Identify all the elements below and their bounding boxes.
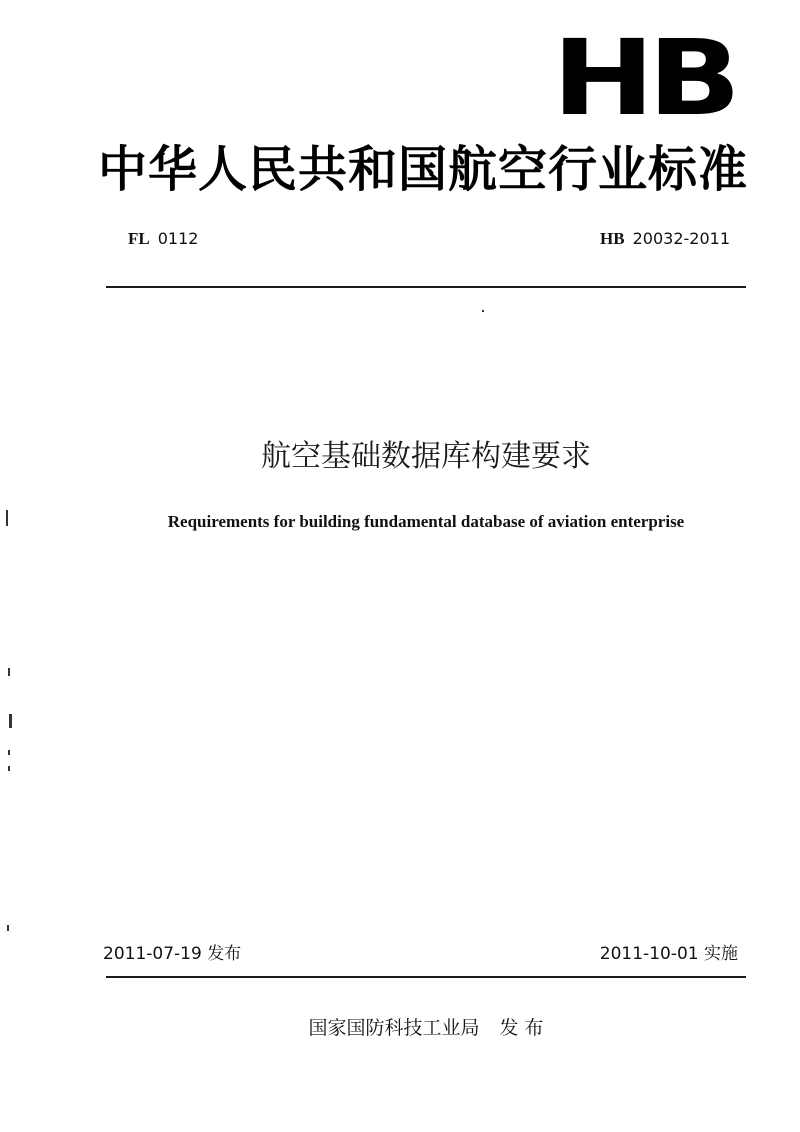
classification-prefix: FL: [128, 229, 150, 248]
effective-date: 2011-10-01 实施: [599, 944, 738, 964]
document-title-cn: 航空基础数据库构建要求: [261, 439, 591, 474]
issuer-name: 国家国防科技工业局: [308, 1017, 480, 1039]
hb-logo: HB: [552, 17, 735, 139]
footer-divider: [106, 976, 746, 978]
scan-speck: [8, 766, 10, 771]
standard-code: 20032-2011: [632, 229, 730, 248]
scan-speck: [6, 510, 8, 526]
classification-number: 0112: [157, 229, 199, 248]
header-divider: [106, 286, 746, 288]
standard-category-title: 中华人民共和国航空行业标准: [98, 141, 749, 198]
classification-code: [128, 228, 198, 250]
standard-prefix: HB: [600, 229, 625, 248]
scan-speck: [8, 668, 10, 676]
issuing-authority: [0, 1015, 800, 1041]
scan-speck: [7, 925, 9, 931]
issue-date: 2011-07-19 发布: [103, 944, 242, 964]
scan-speck: [8, 750, 10, 755]
scan-speck: [482, 310, 484, 312]
issuer-action: 发 布: [499, 1017, 544, 1039]
document-title-en: Requirements for building fundamental database of aviation enterprise: [167, 512, 685, 531]
scan-speck: [9, 714, 12, 728]
standard-number: [600, 228, 730, 250]
